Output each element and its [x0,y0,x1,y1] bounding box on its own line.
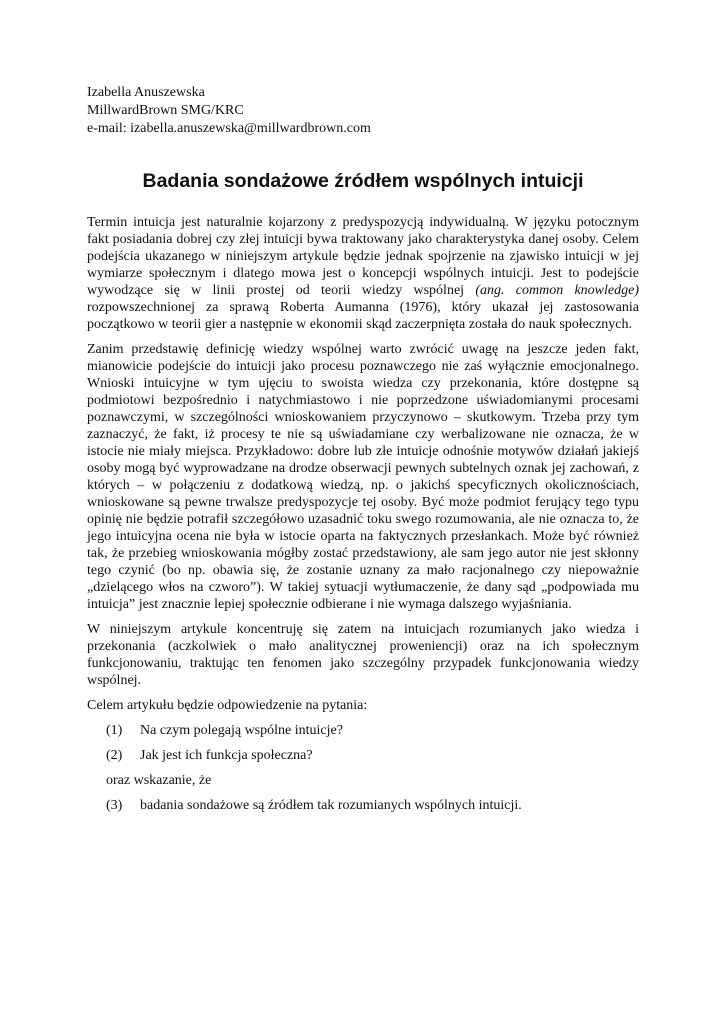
paragraph-2: Zanim przedstawię definicję wiedzy wspólnej warto zwrócić uwagę na jeszcze jeden fakt, mianowicie podejście do intuicji jako procesu poznawczego nie zaś wyłącznie emocjonalnego. Wnioski intuicyjne w tym ujęciu to swoista wiedza czy przekonania, które dostępne są podmiotowi bezpośrednio i natychmiastowo i nie poprzedzone uświadomianymi procesami poznawczymi, w szczególności wnioskowaniem przyczynowo – skutkowym. Trzeba przy tym zaznaczyć, że fakt, iż procesy te nie są uświadamiane czy werbalizowane nie oznacza, że w istocie nie miały miejsca. Przykładowo: dobre lub złe intuicje odnośnie motywów działań jakiejś osoby mogą być wyprowadzane na drodze obserwacji pewnych subtelnych oznak jej zachowań, z których – w połączeniu z dodatkową wiedzą, np. o jakichś specyficznych okolicznościach, wnioskowane są pewne trwalsze predyspozycje tej osoby. Być może podmiot ferujący tego typu opinię nie będzie potrafił szczegółowo uzasadnić toku swego rozumowania, ale nie oznacza to, że jego intuicyjna ocena nie była w istocie oparta na faktycznych przesłankach. Może być również tak, że przebieg wnioskowania mógłby zostać przedstawiony, ale sam jego autor nie jest skłonny tego czynić (bo np. obawia się, że zostanie uznany za mało racjonalnego czy niepoważnie „dzielącego włos na czworo”). W takiej sytuacji wytłumaczenie, że dany sąd „podpowiada mu intuicja” jest znacznie lepiej społecznie odbierane i nie wymaga dalszego wyjaśniania. [87,342,639,612]
document-page [87,84,639,822]
list-item-text: Na czym polegają wspólne intuicje? [140,723,343,738]
paragraph-1-text-a: Termin intuicja jest naturalnie kojarzony z predyspozycją indywidualną. W języku potocznym fakt posiadania dobrej czy złej intuicji bywa traktowany jako charakterystyka danej osoby. Celem podejścia ukazanego w niniejszym artykule będzie jednak spojrzenie na zjawisko intuicji w jej wymiarze społecznym i dlatego mowa jest o koncepcji wspólnych intuicji. Jest to podejście wywodzące się w linii prostej od teorii wiedzy wspólnej [87,215,639,298]
list-item-number: (2) [106,748,123,763]
list-interlude: oraz wskazanie, że [106,773,212,788]
author-block [87,84,639,138]
author-name: Izabella Anuszewska [87,85,205,100]
paragraph-1 [87,214,639,333]
article-title: Badania sondażowe źródłem wspólnych intuicji [142,170,584,192]
list-item-number: (3) [106,798,123,813]
paragraph-1-text-b: rozpowszechnionej za sprawą Roberta Aumanna (1976), który ukazał jej zastosowania początkowo w teorii gier a następnie w ekonomii skąd zaczerpnięta została do nauk społecznych. [87,300,639,332]
paragraph-3: W niniejszym artykule koncentruję się zatem na intuicjach rozumianych jako wiedza i przekonania (aczkolwiek o mało analitycznej proweniencji) oraz na ich społecznym funkcjonowaniu, traktując ten fenomen jako szczególny przypadek funkcjonowania wiedzy wspólnej. [87,622,639,688]
list-item-number: (1) [106,723,123,738]
questions-intro: Celem artykułu będzie odpowiedzenie na pytania: [87,698,368,713]
list-item [106,797,639,814]
list-item-text: Jak jest ich funkcja społeczna? [140,748,313,763]
author-email: e-mail: izabella.anuszewska@millwardbrown.com [87,121,371,136]
list-item-text: badania sondażowe są źródłem tak rozumianych wspólnych intuicji. [140,798,522,813]
author-affiliation: MillwardBrown SMG/KRC [87,103,244,118]
list-item [106,747,639,764]
paragraph-1-emphasis: (ang. common knowledge) [475,283,639,298]
list-item [106,722,639,739]
